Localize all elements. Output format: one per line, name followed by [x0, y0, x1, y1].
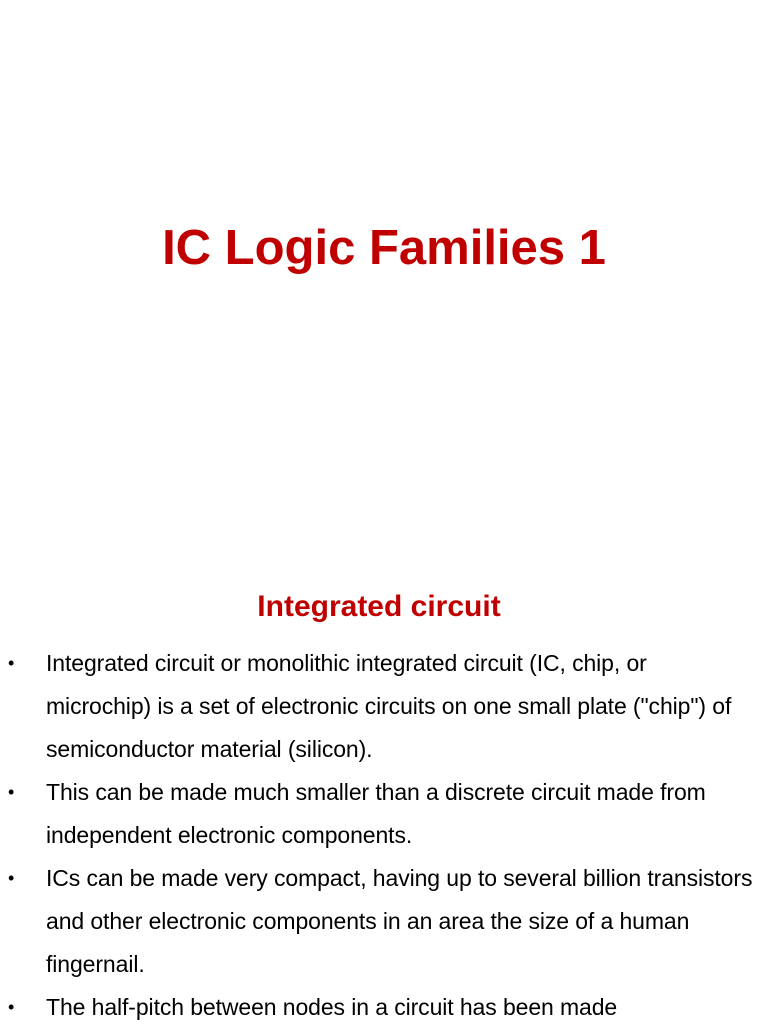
bullet-item [0, 857, 768, 986]
bullet-list [0, 642, 768, 1029]
slide-title: IC Logic Families 1 [162, 221, 606, 275]
bullet-text: ICs can be made very compact, having up to several billion transistors and other electronic components in an area the size of a human fingernail. [46, 865, 753, 977]
bullet-text: Integrated circuit or monolithic integrated circuit (IC, chip, or microchip) is a set of electronic circuits on one small plate ("chip") of semiconductor material (silicon). [46, 650, 732, 762]
bullet-icon: • [8, 997, 15, 1017]
bullet-item [0, 986, 768, 1029]
bullet-item [0, 771, 768, 857]
bullet-text: This can be made much smaller than a discrete circuit made from independent electronic components. [46, 779, 706, 848]
section-heading: Integrated circuit [257, 590, 501, 623]
bullet-icon: • [8, 782, 15, 802]
bullet-item [0, 642, 768, 771]
bullet-text: The half-pitch between nodes in a circuit has been made [46, 994, 618, 1020]
bullet-icon: • [8, 868, 15, 888]
bullet-icon: • [8, 653, 15, 673]
